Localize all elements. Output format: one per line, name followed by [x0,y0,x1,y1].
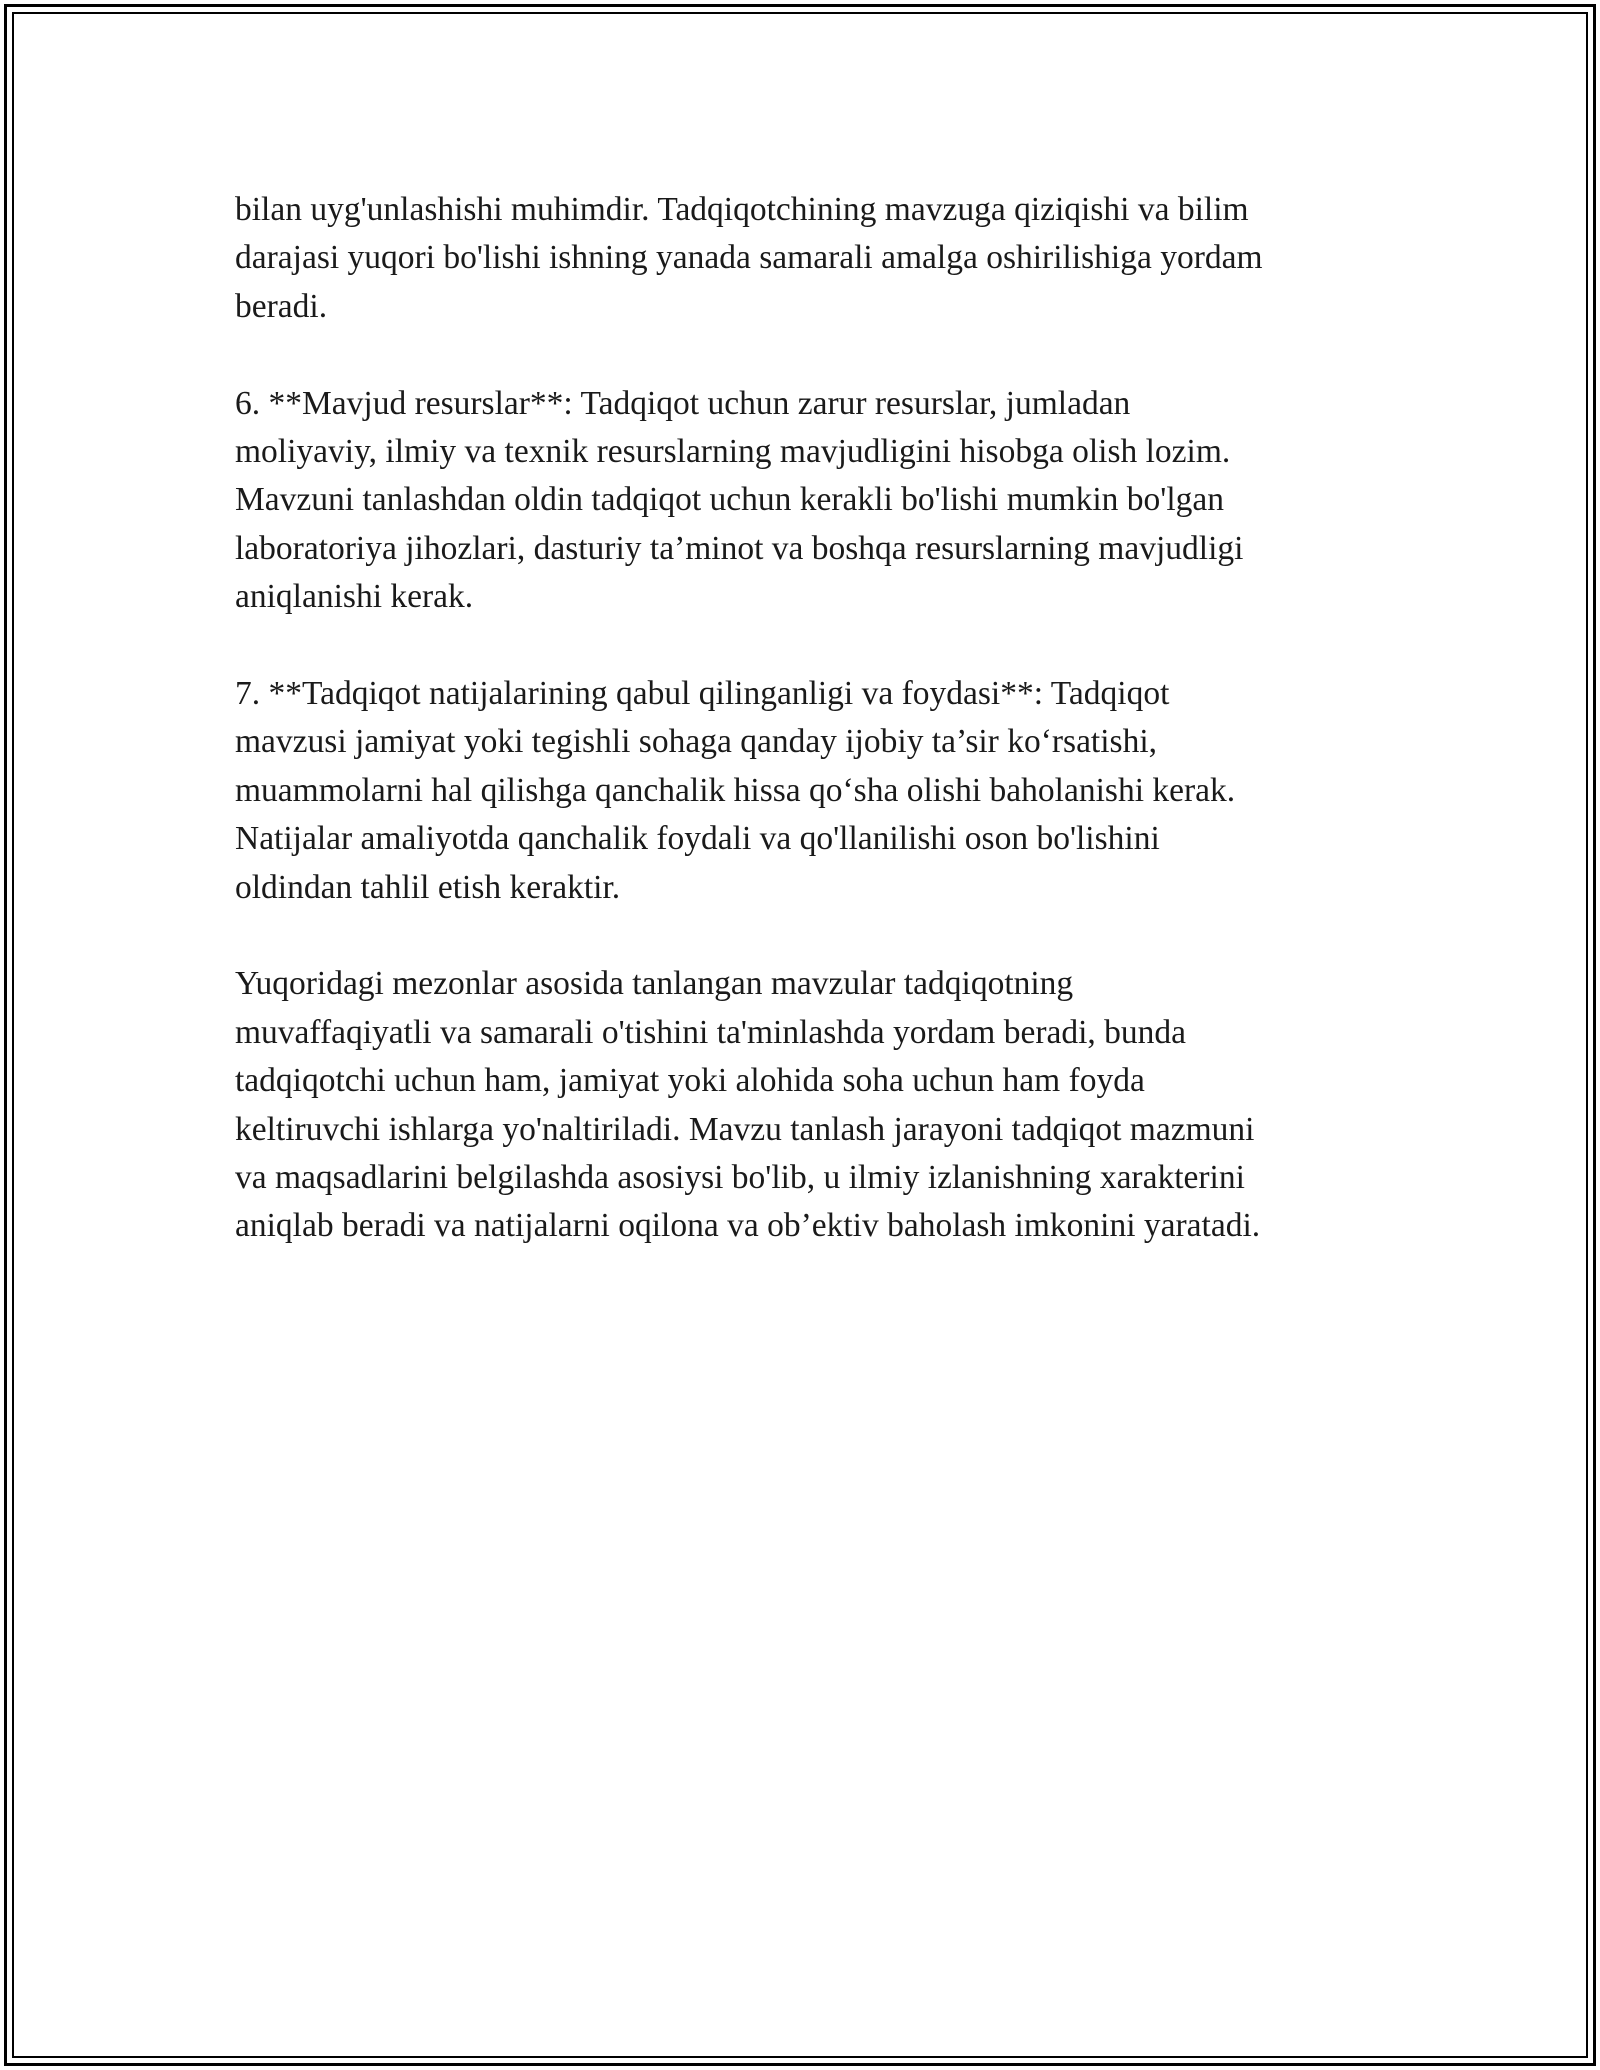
text-line: moliyaviy, ilmiy va texnik resurslarning mavjudligini hisobga olish lozim. [235,433,1231,471]
text-line: oldindan tahlil etish keraktir. [235,868,621,906]
text-line: mavzusi jamiyat yoki tegishli sohaga qanday ijobiy ta’sir ko‘rsatishi, [235,723,1158,761]
text-line: keltiruvchi ishlarga yo'naltiriladi. Mavzu tanlash jarayoni tadqiqot mazmuni [235,1110,1255,1148]
text-line: muammolarni hal qilishga qanchalik hissa qo‘sha olishi baholanishi kerak. [235,771,1236,809]
document-body [235,186,1395,1251]
text-line: aniqlab beradi va natijalarni oqilona va ob’ektiv baholash imkonini yaratadi. [235,1207,1261,1245]
text-line: va maqsadlarini belgilashda asosiysi bo'lib, u ilmiy izlanishning xarakterini [235,1159,1245,1197]
text-line: tadqiqotchi uchun ham, jamiyat yoki alohida soha uchun ham foyda [235,1062,1145,1100]
text-line: 6. **Mavjud resurslar**: Tadqiqot uchun zarur resurslar, jumladan [235,384,1131,422]
text-line: 7. **Tadqiqot natijalarining qabul qilinganligi va foydasi**: Tadqiqot [235,675,1170,713]
text-line: laboratoriya jihozlari, dasturiy ta’minot va boshqa resurslarning mavjudligi [235,529,1244,567]
text-line: muvaffaqiyatli va samarali o'tishini ta'minlashda yordam beradi, bunda [235,1013,1187,1051]
text-line: Mavzuni tanlashdan oldin tadqiqot uchun kerakli bo'lishi mumkin bo'lgan [235,481,1225,519]
text-line: Natijalar amaliyotda qanchalik foydali va qo'llanilishi oson bo'lishini [235,820,1160,858]
paragraph-conclusion [235,960,1395,1250]
text-line: bilan uyg'unlashishi muhimdir. Tadqiqotchining mavzuga qiziqishi va bilim [235,191,1249,228]
text-line: beradi. [235,287,328,325]
text-line: darajasi yuqori bo'lishi ishning yanada samarali amalga oshirilishiga yordam [235,239,1263,277]
paragraph-continuation [235,186,1395,331]
text-line: aniqlanishi kerak. [235,578,474,616]
text-line: Yuqoridagi mezonlar asosida tanlangan mavzular tadqiqotning [235,965,1074,1003]
paragraph-item-7 [235,670,1395,912]
paragraph-item-6 [235,380,1395,622]
